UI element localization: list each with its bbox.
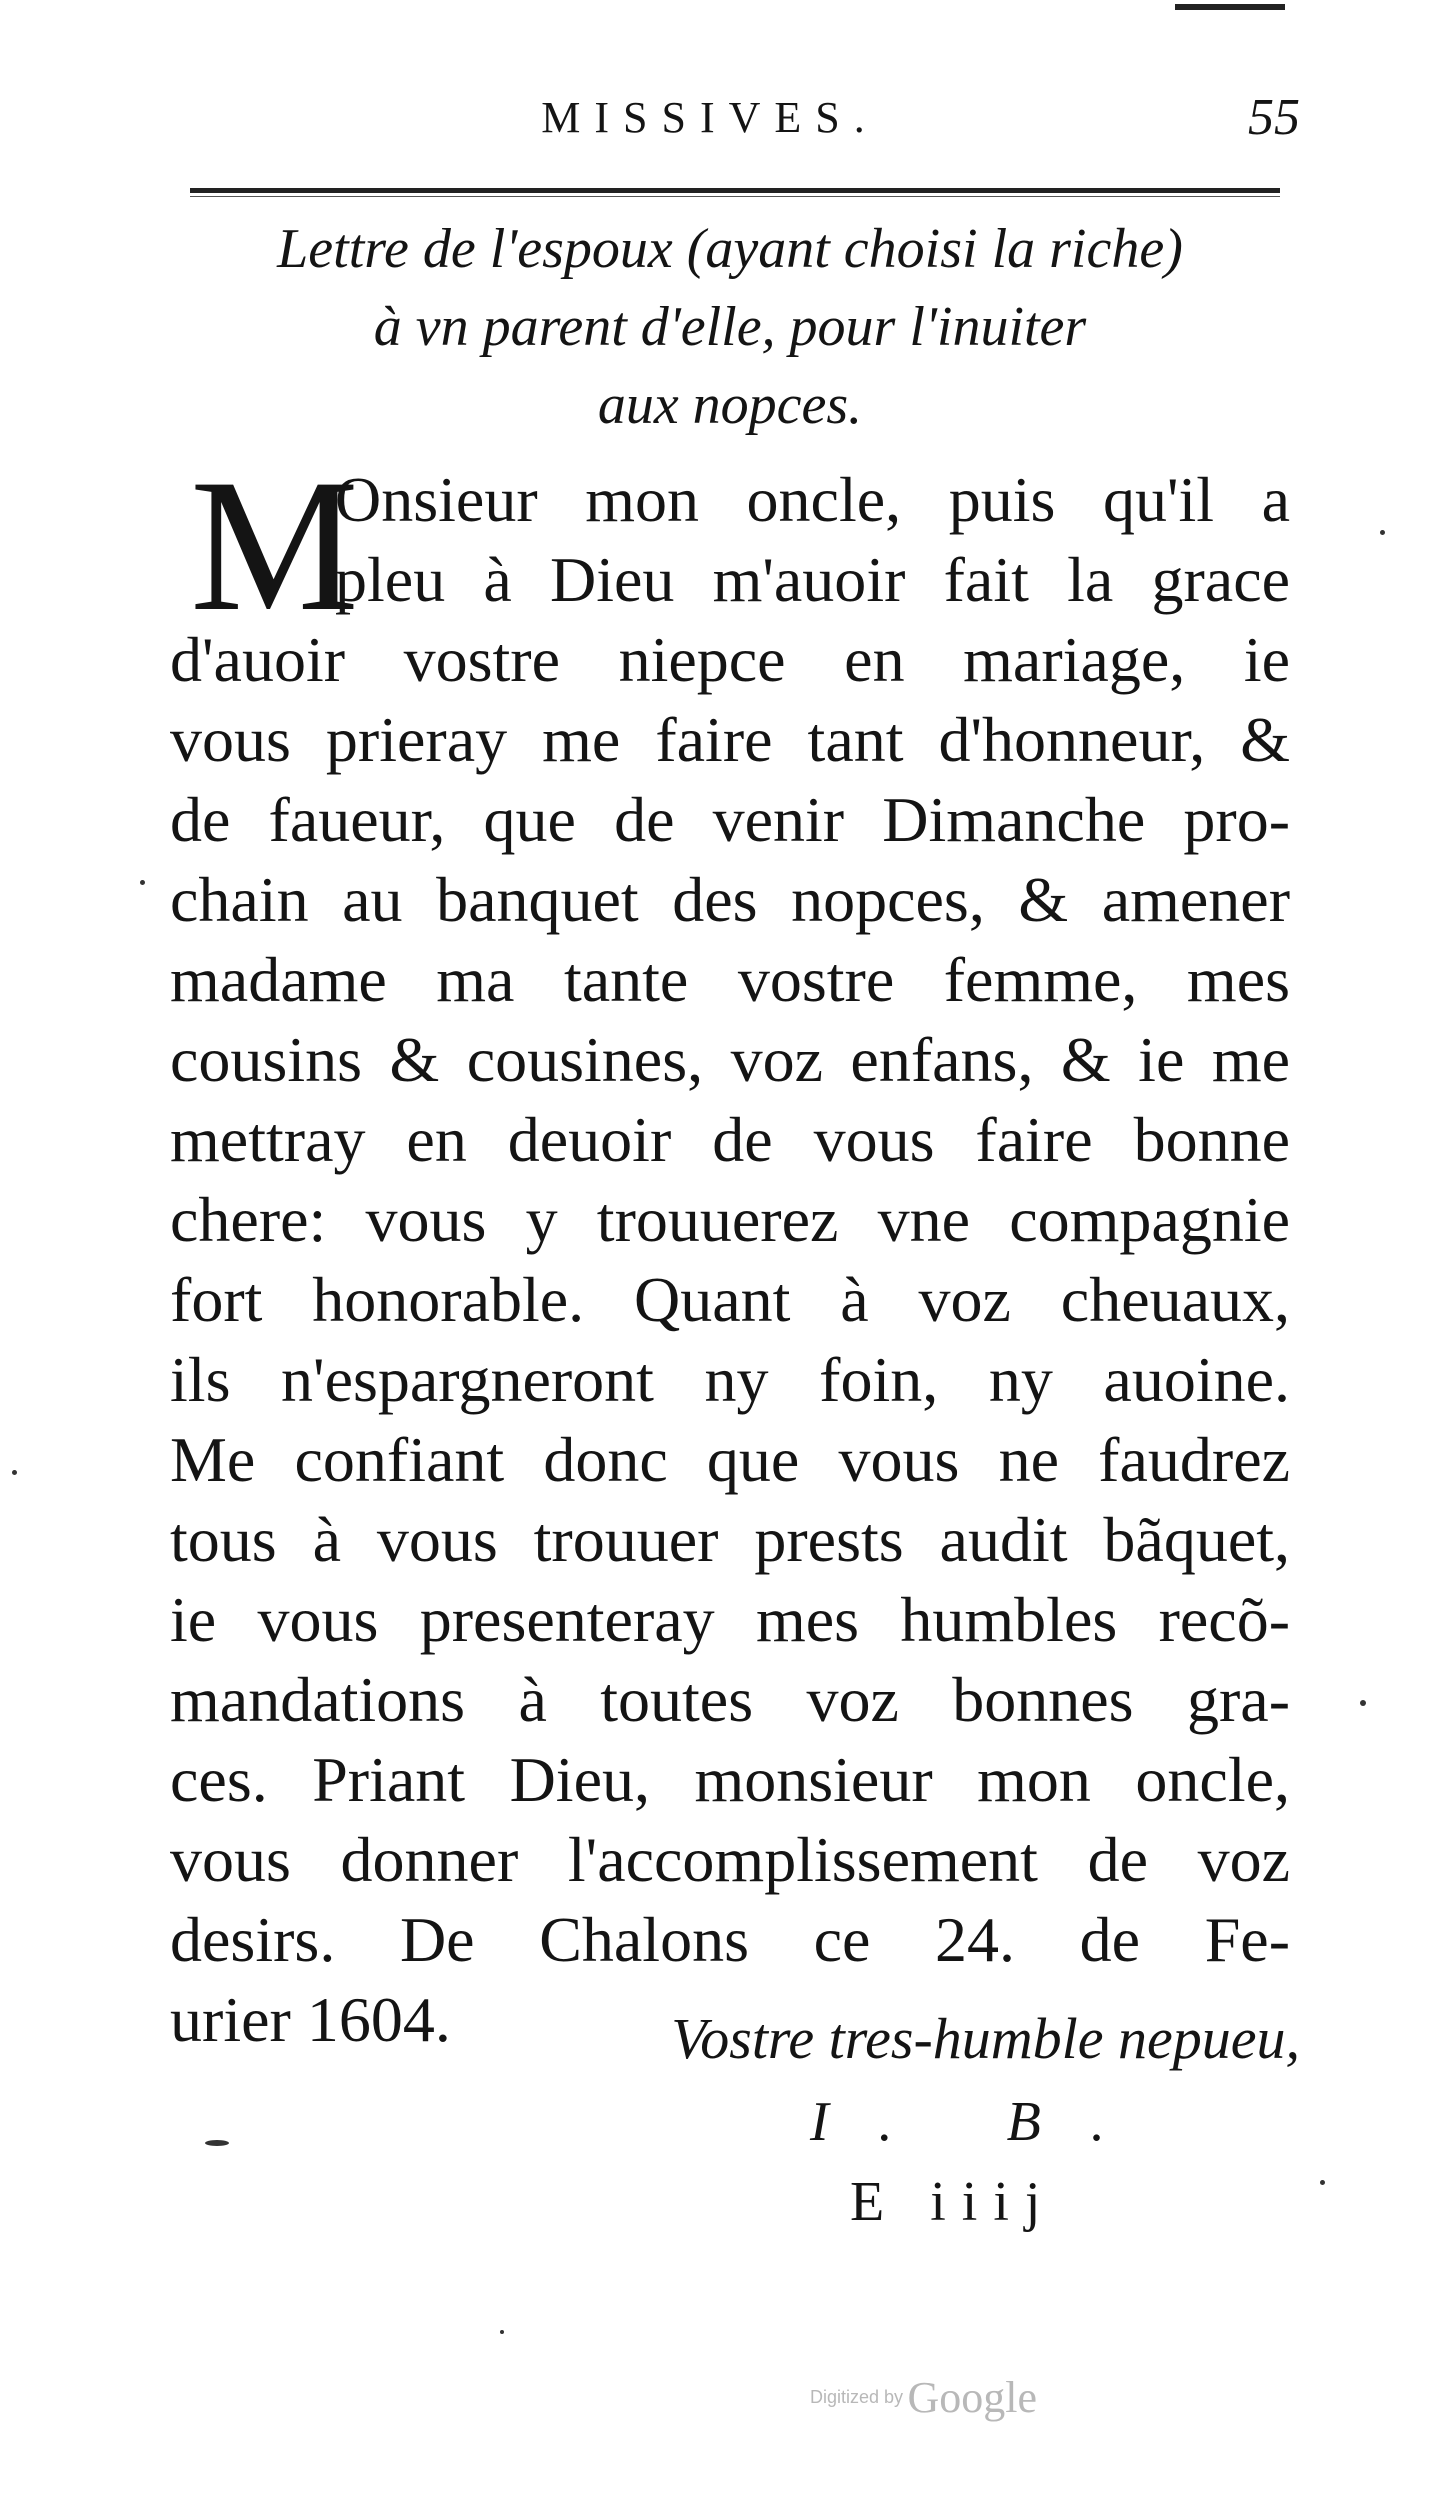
ink-speck: [1380, 530, 1385, 535]
header-rule: [190, 188, 1280, 197]
body-line: fort honorable. Quant à voz cheuaux,: [170, 1264, 1290, 1335]
gathering-signature: E iiij: [850, 2171, 1057, 2233]
drop-cap: M: [190, 441, 359, 651]
body-line: mettray en deuoir de vous faire bonne: [170, 1104, 1290, 1175]
body-line: ie vous presenteray mes humbles recõ-: [170, 1584, 1290, 1655]
body-line: ils n'espargneront ny foin, ny auoine.: [170, 1344, 1290, 1415]
signature-initials: I. B.: [810, 2091, 1155, 2153]
ink-speck: [140, 880, 145, 885]
letter-body: [170, 441, 1290, 2060]
heading-line: à vn parent d'elle, pour l'inuiter: [373, 296, 1087, 358]
running-head: [180, 89, 1300, 162]
ink-speck: [205, 2140, 229, 2146]
body-line: tous à vous trouuer prests audit bãquet,: [170, 1504, 1290, 1575]
body-line: madame ma tante vostre femme, mes: [170, 944, 1290, 1015]
page-number: 55: [1248, 89, 1300, 146]
letter-heading: [200, 210, 1260, 444]
ink-speck: [1360, 1700, 1366, 1706]
body-line: pleu à Dieu m'auoir fait la grace: [335, 544, 1290, 615]
body-line: ces. Priant Dieu, monsieur mon oncle,: [170, 1744, 1290, 1815]
ink-speck: [500, 2330, 504, 2334]
heading-line: aux nopces.: [597, 374, 863, 436]
body-line: Onsieur mon oncle, puis qu'il a: [335, 464, 1290, 535]
watermark-prefix: Digitized by: [810, 2387, 904, 2407]
digitization-watermark: [810, 2372, 1037, 2423]
body-line: cousins & cousines, voz enfans, & ie me: [170, 1024, 1290, 1095]
body-line: vous donner l'accomplissement de voz: [170, 1824, 1290, 1895]
body-line: mandations à toutes voz bonnes gra-: [170, 1664, 1290, 1735]
body-line: chere: vous y trouuerez vne compagnie: [170, 1184, 1290, 1255]
ink-mark: [1175, 4, 1285, 10]
body-line: de faueur, que de venir Dimanche pro-: [170, 784, 1290, 855]
body-line: chain au banquet des nopces, & amener: [170, 864, 1290, 935]
heading-line: Lettre de l'espoux (ayant choisi la riche): [277, 218, 1183, 280]
running-title: MISSIVES.: [541, 93, 879, 142]
body-line: urier 1604.: [170, 1984, 451, 2055]
body-line: desirs. De Chalons ce 24. de Fe-: [170, 1904, 1290, 1975]
body-line: vous prieray me faire tant d'honneur, &: [170, 704, 1290, 775]
closing-salutation: Vostre tres-humble nepueu,: [671, 2006, 1300, 2071]
google-logo: Google: [907, 2373, 1038, 2422]
body-line: d'auoir vostre niepce en mariage, ie: [170, 624, 1290, 695]
ink-speck: [12, 1470, 17, 1475]
ink-speck: [1320, 2180, 1325, 2185]
body-line: Me confiant donc que vous ne faudrez: [170, 1424, 1290, 1495]
